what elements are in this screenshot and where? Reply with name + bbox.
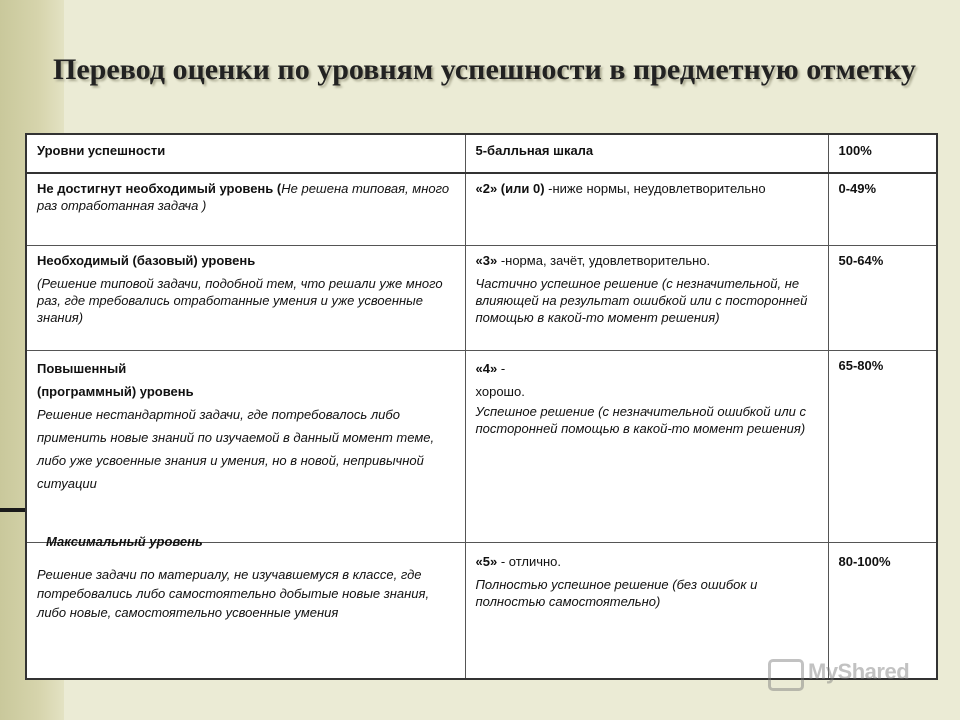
grade-text: - отлично.	[497, 553, 562, 569]
table-row	[26, 173, 937, 245]
grade-value: «3»	[475, 253, 498, 269]
table-row	[26, 246, 937, 351]
grade-description: Успешное решение (с незначительной ошибкой или с посторонней помощью в какой-то момент решения)	[475, 403, 807, 436]
level-cell	[26, 542, 465, 679]
level-name-line-1: Повышенный	[37, 360, 127, 376]
grade-text: -	[497, 360, 506, 376]
projector-icon	[768, 659, 804, 691]
slide-title: Перевод оценки по уровням успешности в предметную отметку	[53, 53, 916, 86]
grade-description: Полностью успешное решение (без ошибок и полностью самостоятельно)	[475, 576, 758, 609]
level-name: Необходимый (базовый) уровень	[37, 253, 256, 269]
watermark-logo	[768, 657, 928, 689]
percent-cell: 65-80%	[828, 350, 937, 542]
level-cell	[26, 173, 465, 245]
grade-value: «5»	[475, 553, 498, 569]
grade-text: -норма, зачёт, удовлетворительно.	[497, 253, 711, 269]
grade-text: -ниже нормы, неудовлетворительно	[544, 181, 766, 197]
level-name-line-2: (программный) уровень	[37, 383, 194, 399]
grade-cell	[465, 246, 828, 351]
header-levels: Уровни успешности	[26, 134, 465, 173]
grade-cell	[465, 350, 828, 542]
percent-cell: 80-100%	[828, 542, 937, 679]
level-description: Решение задачи по материалу, не изучавшемуся в классе, где потребовались либо самостоятельно добытые новые знания, либо новые, самостоятельно усвоенные умения	[37, 566, 430, 620]
level-name: Не достигнут необходимый уровень (	[37, 181, 282, 197]
grade-cell	[465, 173, 828, 245]
level-description: (Решение типовой задачи, подобной тем, что решали уже много раз, где требовались отработанные умения и уже усвоенные знания)	[37, 276, 443, 326]
percent-cell: 50-64%	[828, 246, 937, 351]
level-cell	[26, 246, 465, 351]
percent-cell: 0-49%	[828, 173, 937, 245]
header-percent: 100%	[828, 134, 937, 173]
watermark-text: MyShared	[808, 659, 910, 684]
level-description: Не решена типовая, много раз отработанная задача )	[37, 181, 450, 214]
level-description: Решение нестандартной задачи, где потребовалось либо применить новые знаний по изучаемой в данный момент теме, либо уже усвоенные знания и умения, но в новой, непривычной ситуации	[37, 406, 435, 491]
grade-text-2: хорошо.	[475, 383, 525, 399]
table-header-row	[26, 134, 937, 173]
grading-table	[25, 133, 938, 680]
level-cell	[26, 350, 465, 542]
grade-value: «4»	[475, 360, 498, 376]
grade-description: Частично успешное решение (с незначительной, не влияющей на результат ошибкой или с посторонней помощью в какой-то момент решения)	[475, 276, 808, 326]
grade-value: «2» (или 0)	[475, 181, 545, 197]
max-level-title: Максимальный уровень	[46, 534, 203, 549]
table-row	[26, 350, 937, 542]
header-five-point: 5-балльная шкала	[465, 134, 828, 173]
